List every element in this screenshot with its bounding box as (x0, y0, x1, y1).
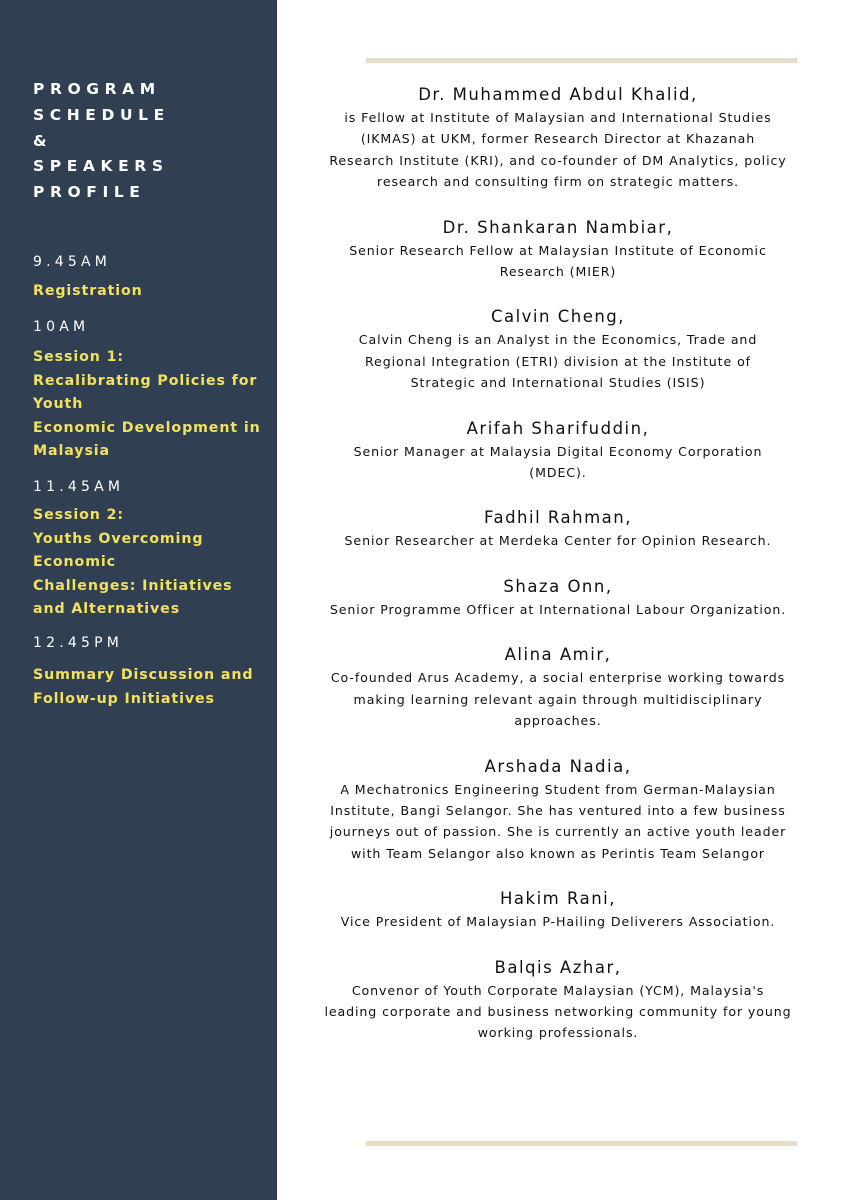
speaker-name: Dr. Muhammed Abdul Khalid, (418, 85, 698, 104)
schedule-title-line: Session 2: (33, 507, 124, 523)
speaker-entry (298, 216, 818, 283)
speaker-bio-line: working professionals. (477, 1025, 639, 1041)
speaker-bio-line: Senior Research Fellow at Malaysian Institute of Economic (349, 242, 767, 258)
speaker-bio-line: Vice President of Malaysian P-Hailing Deliverers Association. (340, 914, 776, 930)
schedule-title-line: Youth (33, 396, 84, 413)
speaker-bio-line: (IKMAS) at UKM, former Research Director at Khazanah (360, 131, 756, 147)
speaker-bio (298, 441, 818, 484)
schedule-time: 11.45AM (33, 479, 125, 495)
speaker-name: Dr. Shankaran Nambiar, (442, 217, 674, 237)
speaker-entry (298, 506, 818, 551)
schedule-title (33, 346, 268, 464)
speaker-bio (298, 779, 818, 865)
speaker-bio-line: Co-founded Arus Academy, a social enterprise working towards (330, 670, 786, 686)
speaker-name: Fadhil Rahman, (484, 508, 632, 528)
speaker-name: Calvin Cheng, (490, 307, 626, 327)
speaker-bio (298, 329, 818, 393)
speaker-entry (298, 755, 818, 865)
schedule-title (33, 664, 268, 711)
speaker-bio-line: Convenor of Youth Corporate Malaysian (YCM), Malaysia's (351, 982, 765, 998)
schedule-title-line: Challenges: Initiatives (33, 577, 233, 594)
speakers-list (298, 83, 818, 1044)
heading-line: SCHEDULE (33, 105, 170, 124)
speaker-bio-line: Calvin Cheng is an Analyst in the Economics, Trade and (358, 332, 758, 348)
schedule-title-line: Recalibrating Policies for (33, 372, 258, 389)
schedule-time: 10AM (33, 319, 90, 335)
schedule-title-line: Economic Development in (33, 419, 261, 436)
heading-line: PROFILE (33, 183, 146, 202)
schedule-title-line: and Alternatives (33, 601, 181, 618)
sidebar (0, 0, 277, 1200)
speaker-bio-line: A Mechatronics Engineering Student from German-Malaysian (340, 781, 776, 797)
speaker-entry (298, 887, 818, 932)
speaker-bio-line: Research Institute (KRI), and co-founder of DM Analytics, policy (329, 152, 787, 168)
schedule-title-line: Youths Overcoming (33, 530, 204, 547)
heading-line: & (33, 131, 53, 150)
speaker-bio-line: Senior Researcher at Merdeka Center for Opinion Research. (344, 533, 772, 549)
speaker-name: Arifah Sharifuddin, (466, 418, 650, 438)
speaker-bio-line: Regional Integration (ETRI) division at the Institute of (364, 353, 752, 369)
speaker-bio (298, 667, 818, 731)
speaker-name: Balqis Azhar, (494, 957, 622, 977)
speaker-bio-line: Senior Manager at Malaysia Digital Economy Corporation (353, 443, 763, 459)
speaker-bio-line: leading corporate and business networking community for young (324, 1003, 792, 1019)
speaker-bio (298, 107, 818, 193)
speaker-bio (298, 980, 818, 1044)
schedule-title-line: Session 1: (33, 349, 124, 365)
speaker-bio (298, 240, 818, 283)
bottom-divider (366, 1141, 797, 1146)
speaker-bio-line: with Team Selangor also known as Perintis Team Selangor (350, 845, 766, 861)
speaker-name: Alina Amir, (504, 645, 612, 665)
speaker-bio-line: Research (MIER) (499, 264, 617, 280)
speaker-bio-line: Institute, Bangi Selangor. She has ventured into a few business (330, 802, 786, 818)
speaker-bio (298, 911, 818, 932)
speaker-bio-line: research and consulting firm on strategic matters. (377, 174, 739, 190)
top-divider (366, 58, 797, 63)
speaker-name: Hakim Rani, (500, 889, 616, 909)
speaker-entry (298, 417, 818, 484)
heading-line: PROGRAM (33, 80, 161, 98)
schedule-time: 12.45PM (33, 635, 124, 651)
schedule-title-line: Malaysia (33, 443, 111, 460)
speaker-name: Arshada Nadia, (484, 756, 632, 776)
schedule-title-line: Follow-up Initiatives (33, 690, 215, 707)
speaker-bio-line: (MDEC). (529, 465, 587, 481)
heading-line: SPEAKERS (33, 157, 169, 176)
schedule-title-line: Registration (33, 283, 143, 299)
speaker-name: Shaza Onn, (503, 576, 613, 596)
speaker-bio-line: Strategic and International Studies (ISIS) (410, 375, 706, 391)
speaker-bio-line: is Fellow at Institute of Malaysian and International Studies (344, 110, 772, 125)
speaker-bio-line: Senior Programme Officer at International Labour Organization. (329, 601, 787, 617)
speaker-entry (298, 83, 818, 193)
schedule-time: 9.45AM (33, 254, 112, 270)
speaker-bio-line: approaches. (514, 713, 602, 729)
speaker-entry (298, 643, 818, 731)
schedule-title (33, 504, 268, 622)
speaker-entry (298, 956, 818, 1044)
schedule-title (33, 280, 268, 304)
speaker-entry (298, 575, 818, 620)
speaker-bio (298, 530, 818, 551)
speaker-bio-line: journeys out of passion. She is currently an active youth leader (329, 824, 787, 840)
speaker-bio-line: making learning relevant again through multidisciplinary (353, 691, 763, 707)
program-heading (33, 77, 263, 206)
speaker-bio (298, 599, 818, 620)
schedule-title-line: Economic (33, 554, 116, 571)
schedule-title-line: Summary Discussion and (33, 667, 254, 683)
speaker-entry (298, 305, 818, 393)
